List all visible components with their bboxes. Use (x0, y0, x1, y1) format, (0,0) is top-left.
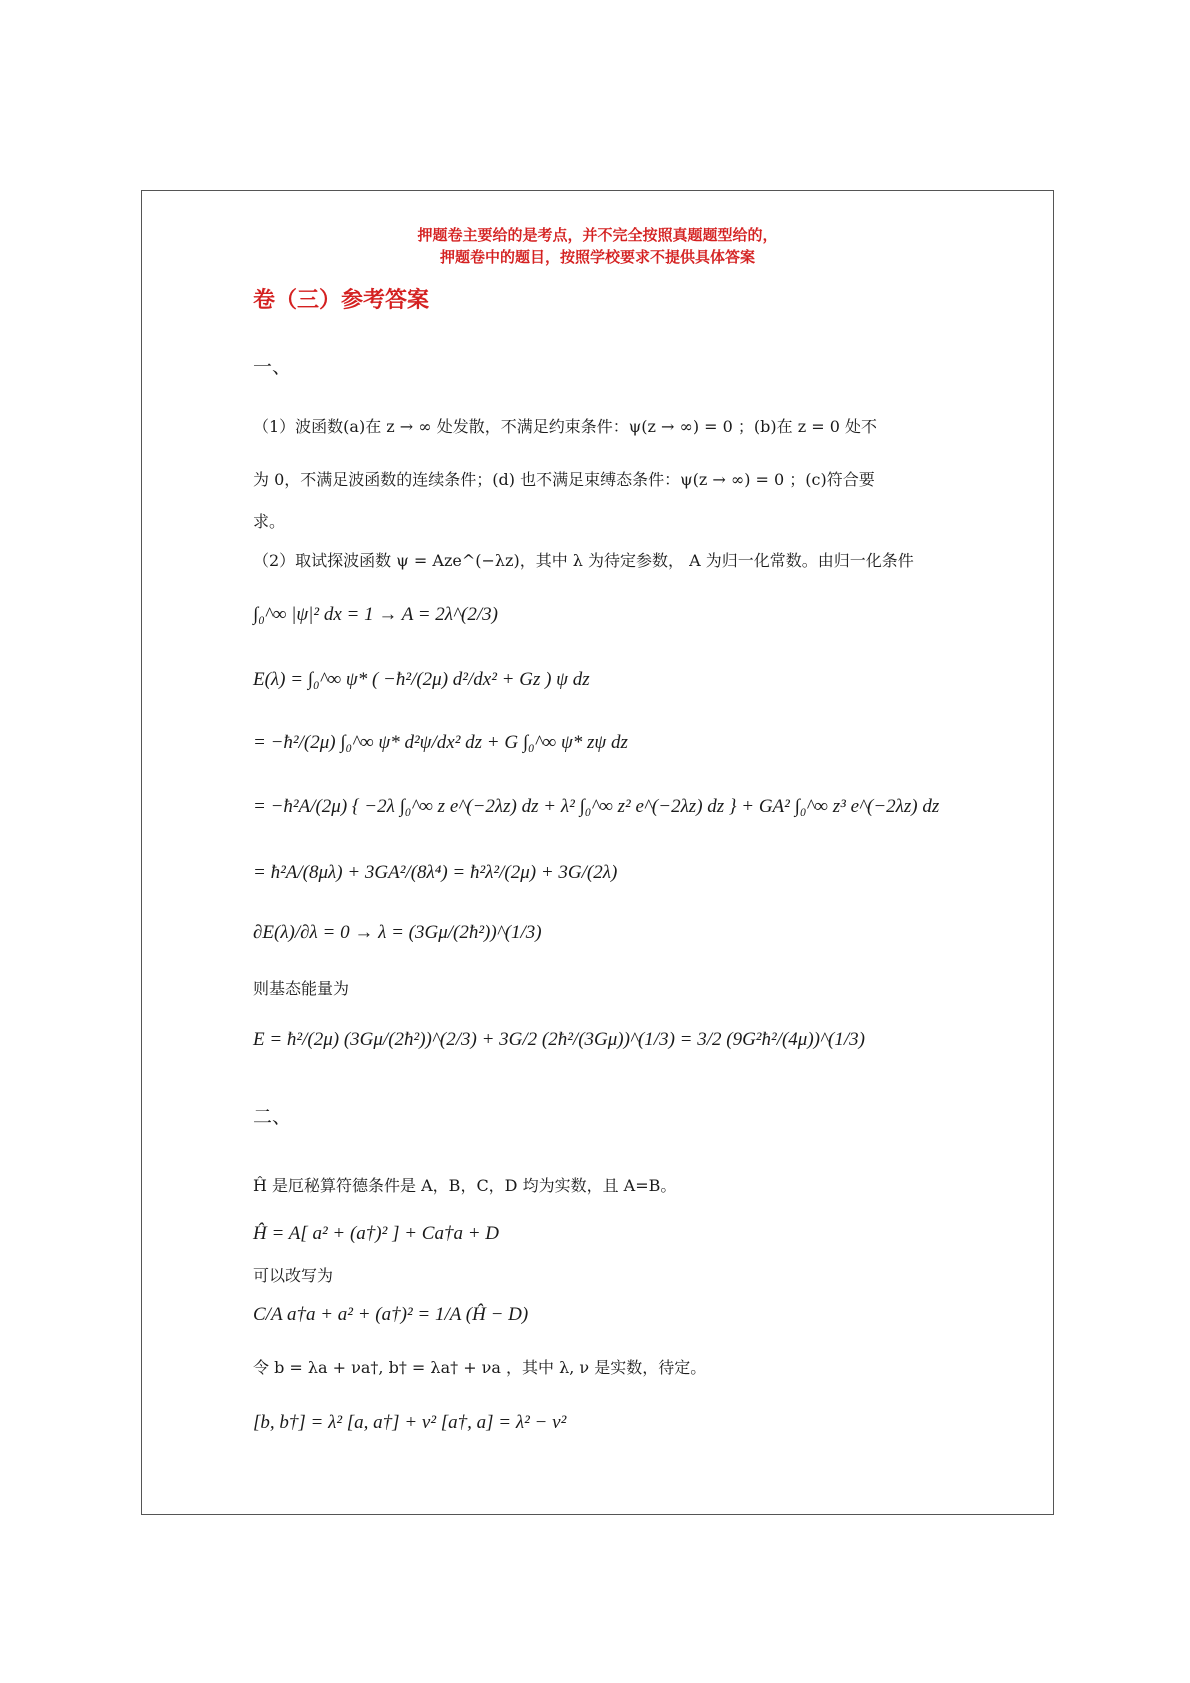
p1-line-1: （1）波函数(a)在 z → ∞ 处发散，不满足约束条件：ψ(z → ∞) = 0 ；(b)在 z = 0 处不 (253, 417, 878, 436)
equation-minimization: ∂E(λ)/∂λ = 0 → λ = (3Gμ/(2ħ²))^(1/3) (253, 922, 542, 943)
equation-hamiltonian: Ĥ = A[ a² + (a†)² ] + Ca†a + D (253, 1223, 499, 1244)
p1-line-3: 求。 (253, 512, 286, 531)
section-one-heading: 一、 (253, 356, 292, 378)
p1-line-2: 为 0，不满足波函数的连续条件；(d) 也不满足束缚态条件：ψ(z → ∞) = 0 ；(c)符合要 (253, 470, 875, 489)
equation-commutator: [b, b†] = λ² [a, a†] + ν² [a†, a] = λ² − ν² (253, 1412, 567, 1433)
notice-line-1: 押题卷主要给的是考点，并不完全按照真题题型给的， (417, 226, 778, 244)
notice-line-2: 押题卷中的题目，按照学校要求不提供具体答案 (439, 248, 755, 266)
equation-energy-3: = −ħ²A/(2μ) { −2λ ∫₀^∞ z e^(−2λz) dz + λ² ∫₀^∞ z² e^(−2λz) dz } + GA² ∫₀^∞ z³ e^(−2λz) dz (253, 796, 940, 817)
p2-line-1: （2）取试探波函数 ψ = Aze^(−λz)，其中 λ 为待定参数， A 为归一化常数。由归一化条件 (253, 551, 914, 570)
section-two-heading: 二、 (253, 1106, 292, 1128)
rewrite-text: 可以改写为 (253, 1266, 334, 1285)
equation-energy-2: = −ħ²/(2μ) ∫₀^∞ ψ* d²ψ/dx² dz + G ∫₀^∞ ψ* zψ dz (253, 732, 628, 753)
equation-ground-state: E = ħ²/(2μ) (3Gμ/(2ħ²))^(2/3) + 3G/2 (2ħ²/(3Gμ))^(1/3) = 3/2 (9G²ħ²/(4μ))^(1/3) (253, 1029, 865, 1050)
equation-energy-4: = ħ²A/(8μλ) + 3GA²/(8λ⁴) = ħ²λ²/(2μ) + 3G/(2λ) (253, 862, 618, 883)
p2-hermitian-line: Ĥ 是厄秘算符德条件是 A，B，C，D 均为实数，且 A=B。 (253, 1176, 677, 1195)
let-b-line: 令 b = λa + νa†, b† = λa† + νa ，其中 λ, ν 是实数，待定。 (253, 1358, 707, 1377)
page-title: 卷（三）参考答案 (253, 288, 430, 313)
equation-energy-1: E(λ) = ∫₀^∞ ψ* ( −ħ²/(2μ) d²/dx² + Gz ) ψ dz (253, 669, 590, 690)
equation-normalization: ∫₀^∞ |ψ|² dx = 1 → A = 2λ^(2/3) (253, 604, 498, 625)
ground-state-text: 则基态能量为 (253, 979, 350, 998)
equation-rewrite: C/A a†a + a² + (a†)² = 1/A (Ĥ − D) (253, 1304, 529, 1325)
